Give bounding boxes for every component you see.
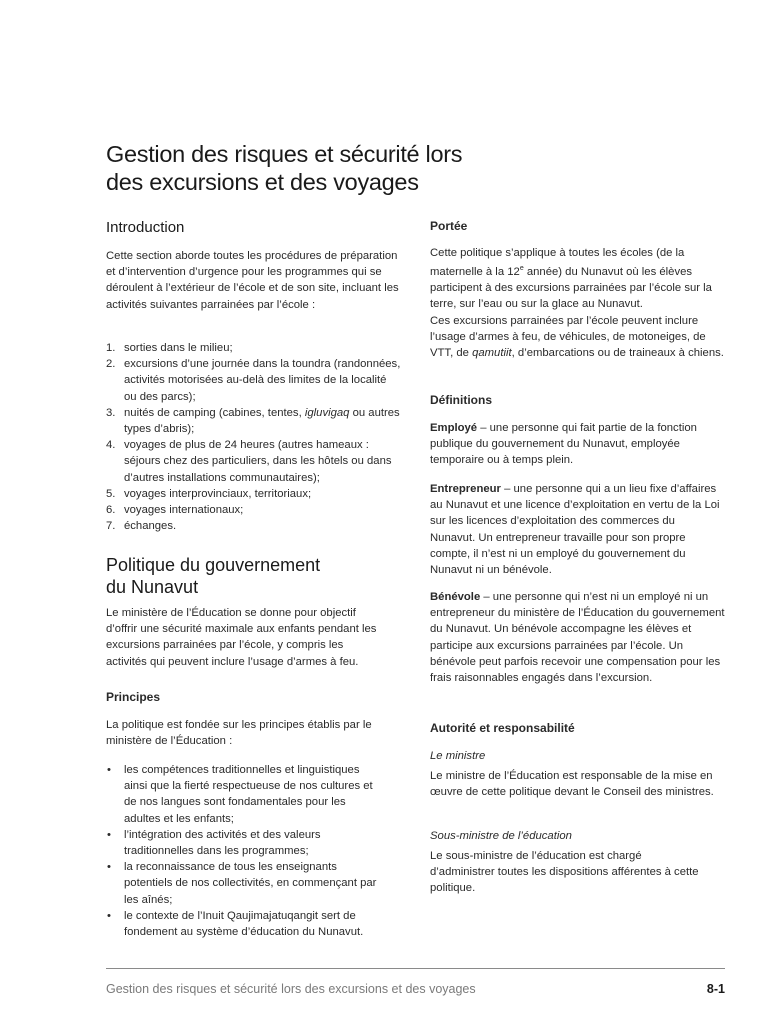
- page-number: 8-1: [706, 982, 725, 996]
- principle-item: • l’intégration des activités et des valeurs traditionnelles dans les programmes;: [107, 828, 321, 858]
- definition-term-employe: Employé: [430, 422, 478, 434]
- bullet-icon: •: [107, 909, 111, 922]
- activity-item: 6. voyages internationaux;: [106, 502, 402, 518]
- footer-title: Gestion des risques et sécurité lors des excursions et des voyages: [106, 982, 476, 996]
- activity-number: 7.: [106, 520, 116, 533]
- bullet-icon: •: [107, 764, 111, 776]
- deputy-minister-text: Le sous-ministre de l’éducation est chargé d’administrer toutes les dispositions afférentes à cette politique.: [430, 850, 699, 895]
- bullet-icon: •: [107, 861, 111, 874]
- definition-term-entrepreneur: Entrepreneur: [430, 483, 501, 495]
- qamutiit-term: qamutiit: [472, 346, 512, 359]
- policy-heading: [106, 554, 320, 598]
- activity-item: 3. nuités de camping (cabines, tentes, igluvigaq ou autres types d’abris);: [106, 406, 400, 436]
- authority-heading: Autorité et responsabilité: [430, 721, 575, 735]
- activity-number: 2.: [106, 358, 116, 371]
- footer-divider: [106, 968, 725, 969]
- scope-superscript: e: [519, 265, 524, 273]
- policy-heading-line-1: Politique du gouvernement: [106, 555, 321, 575]
- activity-item: 5. voyages interprovinciaux, territoriaux;: [106, 486, 402, 502]
- page-title-line-2: des excursions et des voyages: [106, 169, 419, 195]
- principles-intro: La politique est fondée sur les principes établis par le ministère de l’Éducation :: [106, 719, 372, 748]
- definition-employe: Employé – une personne qui fait partie de la fonction publique du gouvernement du Nunavut, employée temporaire ou à temps plein.: [430, 422, 697, 467]
- scope-heading: Portée: [430, 219, 468, 233]
- activity-list: [106, 340, 402, 534]
- principle-item: • la reconnaissance de tous les enseignants potentiels de nos collectivités, en commençant par les aînés;: [107, 861, 377, 906]
- definition-term-benevole: Bénévole: [430, 591, 481, 603]
- activity-item: 2. excursions d’une journée dans la toundra (randonnées, activités motorisées au-delà des limites de la localité ou des parcs);: [106, 358, 401, 403]
- scope-text-2: Ces excursions parrainées par l’école peuvent inclure l’usage d’armes à feu, de véhicules, de motoneiges, de VTT, de qamutiit, d’embarcations ou de traineaux à chiens.: [430, 314, 724, 359]
- scope-section: [430, 245, 726, 361]
- deputy-minister-subheading: Sous-ministre de l’éducation: [430, 830, 572, 842]
- principles-list: [106, 762, 382, 940]
- activity-number: 3.: [106, 406, 116, 419]
- principles-heading: Principes: [106, 690, 161, 704]
- page-title-line-1: Gestion des risques et sécurité lors: [106, 141, 463, 167]
- definitions-heading: Définitions: [430, 393, 492, 407]
- page-title: [106, 140, 566, 196]
- activity-number: 5.: [106, 487, 116, 500]
- activity-number: 6.: [106, 504, 116, 517]
- minister-text: Le ministre de l’Éducation est responsable de la mise en œuvre de cette politique devant le Conseil des ministres.: [430, 770, 714, 799]
- principle-item: • les compétences traditionnelles et linguistiques ainsi que la fierté respectueuse de nos cultures et de nos langues sont fondamentales pour les adultes et les enfants;: [107, 764, 373, 825]
- scope-text: Cette politique s’applique à toutes les écoles (de la maternelle à la 12e année) du Nunavut où les élèves participent à des excursions parrainées par l’école sur la terre, sur l’eau ou sur la glace au Nunavut.: [430, 247, 712, 311]
- policy-text: Le ministère de l’Éducation se donne pour objectif d’offrir une sécurité maximale aux enfants pendant les excursions parrainées par l’école, y compris les activités qui peuvent inclure l’usage d’armes à feu.: [106, 607, 377, 668]
- activity-number: 1.: [106, 342, 116, 354]
- activity-item: 7. échanges.: [106, 518, 402, 534]
- policy-heading-line-2: du Nunavut: [106, 577, 199, 597]
- principle-item: • le contexte de l’Inuit Qaujimajatuqangit sert de fondement au système d’éducation du Nunavut.: [107, 909, 364, 939]
- activity-item: 1. sorties dans le milieu;: [106, 340, 402, 356]
- activity-number: 4.: [106, 439, 116, 452]
- activity-item: 4. voyages de plus de 24 heures (autres hameaux : séjours chez des particuliers, dans les hôtels ou dans d’autres installations communautaires);: [106, 439, 392, 484]
- bullet-icon: •: [107, 828, 111, 841]
- introduction-heading: Introduction: [106, 219, 185, 236]
- introduction-text: Cette section aborde toutes les procédures de préparation et d’intervention d’urgence pour les programmes qui se déroulent à l’extérieur de l’école et de son site, incluant les activités suivantes parrainées par l’école :: [106, 250, 399, 311]
- definition-entrepreneur: Entrepreneur – une personne qui a un lieu fixe d’affaires au Nunavut et une licence d’exploitation en vertu de la Loi sur les licences d’exploitation des commerces du Nunavut. Un entrepreneur travaille pour son propre compte, il n’est ni un employé du gouvernement du Nunavut ni un bénévole.: [430, 483, 720, 577]
- minister-subheading: Le ministre: [430, 750, 486, 762]
- definition-benevole: Bénévole – une personne qui n’est ni un employé ni un entrepreneur du ministère de l’Éducation du gouvernement du Nunavut. Un bénévole accompagne les élèves et participe aux excursions parrainées par l’école. Un bénévole peut parfois recevoir une compensation pour les frais raisonnables engagés dans l’excursion.: [430, 591, 725, 685]
